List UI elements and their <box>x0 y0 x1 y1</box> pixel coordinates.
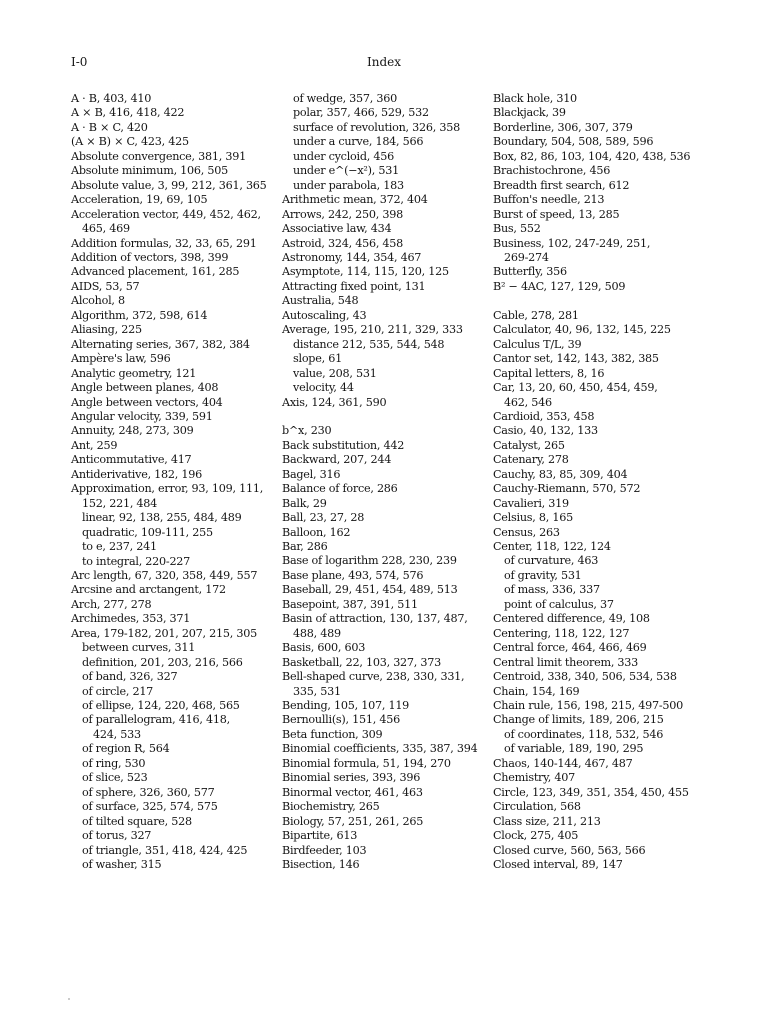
index-entry: Bisection, 146 <box>282 858 360 871</box>
index-subentry: to e, 237, 241 <box>82 540 157 554</box>
index-subentry: 462, 546 <box>504 395 552 409</box>
index-subentry: between curves, 311 <box>82 641 196 655</box>
index-entry: Binomial coefficients, 335, 387, 394 <box>282 742 478 756</box>
index-subentry: polar, 357, 466, 529, 532 <box>293 106 429 120</box>
index-entry: Butterfly, 356 <box>493 265 567 279</box>
index-entry: Acceleration vector, 449, 452, 462, <box>71 207 261 221</box>
index-entry: Basin of attraction, 130, 137, 487, <box>282 612 468 626</box>
index-subentry: of wedge, 357, 360 <box>293 92 398 105</box>
index-entry: Area, 179-182, 201, 207, 215, 305 <box>71 626 257 640</box>
index-subentry: of sphere, 326, 360, 577 <box>82 785 215 799</box>
index-entry: b^x, 230 <box>282 424 332 438</box>
index-subentry: of coordinates, 118, 532, 546 <box>504 727 664 741</box>
index-entry: Bagel, 316 <box>282 467 341 481</box>
index-entry: Angle between planes, 408 <box>71 381 219 395</box>
index-entry: Astroid, 324, 456, 458 <box>282 236 404 250</box>
index-entry: Closed interval, 89, 147 <box>493 858 623 871</box>
index-entry: Circulation, 568 <box>493 800 581 814</box>
index-entry: Axis, 124, 361, 590 <box>282 395 387 409</box>
index-entry: A · B × C, 420 <box>71 120 148 134</box>
index-entry: Algorithm, 372, 598, 614 <box>71 308 208 322</box>
index-entry: Back substitution, 442 <box>282 438 405 452</box>
index-entry: Basketball, 22, 103, 327, 373 <box>282 655 442 669</box>
section-gap <box>282 410 482 424</box>
index-entry: Catalyst, 265 <box>493 438 565 452</box>
index-subentry: of mass, 336, 337 <box>504 583 600 597</box>
index-entry: Capital letters, 8, 16 <box>493 366 605 380</box>
index-entry: Bus, 552 <box>493 222 541 236</box>
index-subentry: of circle, 217 <box>82 684 154 698</box>
index-entry: Clock, 275, 405 <box>493 829 579 843</box>
index-entry: Angular velocity, 339, 591 <box>71 409 213 423</box>
index-entry: Cardioid, 353, 458 <box>493 409 595 423</box>
index-entry: Burst of speed, 13, 285 <box>493 207 620 221</box>
index-column-2 <box>282 92 482 872</box>
index-entry: Ant, 259 <box>71 438 118 452</box>
index-entry: Breadth first search, 612 <box>493 178 630 192</box>
index-entry: Backward, 207, 244 <box>282 453 392 467</box>
index-entry: Cavalieri, 319 <box>493 496 569 510</box>
index-entry: Calculator, 40, 96, 132, 145, 225 <box>493 323 671 337</box>
index-entry: Casio, 40, 132, 133 <box>493 424 598 438</box>
index-entry: Cauchy, 83, 85, 309, 404 <box>493 467 628 481</box>
index-entry: Business, 102, 247-249, 251, <box>493 236 651 250</box>
index-entry: Balance of force, 286 <box>282 482 398 496</box>
index-entry: A × B, 416, 418, 422 <box>71 106 185 120</box>
index-entry: Absolute value, 3, 99, 212, 361, 365 <box>71 178 267 192</box>
index-entry: Ball, 23, 27, 28 <box>282 511 365 525</box>
index-entry: Arch, 277, 278 <box>71 597 152 611</box>
page-number: I-0 <box>71 55 88 69</box>
index-subentry: surface of revolution, 326, 358 <box>293 120 460 134</box>
index-subentry: 465, 469 <box>82 222 130 236</box>
index-entry: Brachistochrone, 456 <box>493 164 611 178</box>
index-entry: Cable, 278, 281 <box>493 308 579 322</box>
index-subentry: of ellipse, 124, 220, 468, 565 <box>82 699 240 713</box>
index-subentry: slope, 61 <box>293 352 342 366</box>
index-entry: Central limit theorem, 333 <box>493 655 639 669</box>
index-entry: Asymptote, 114, 115, 120, 125 <box>282 265 449 279</box>
index-entry: Attracting fixed point, 131 <box>282 279 426 293</box>
index-entry: Centroid, 338, 340, 506, 534, 538 <box>493 670 677 684</box>
index-subentry: quadratic, 109-111, 255 <box>82 525 213 539</box>
index-entry: Cauchy-Riemann, 570, 572 <box>493 482 641 496</box>
index-entry: Bending, 105, 107, 119 <box>282 699 410 713</box>
index-entry: Biochemistry, 265 <box>282 800 380 814</box>
index-subentry: of curvature, 463 <box>504 554 599 568</box>
index-entry: Archimedes, 353, 371 <box>71 612 191 626</box>
index-entry: Catenary, 278 <box>493 453 569 467</box>
index-entry: Blackjack, 39 <box>493 106 566 120</box>
index-entry: A · B, 403, 410 <box>71 92 152 105</box>
index-subentry: of tilted square, 528 <box>82 814 192 828</box>
index-column-1 <box>71 92 271 872</box>
index-entry: AIDS, 53, 57 <box>71 279 140 293</box>
index-entry: Base of logarithm 228, 230, 239 <box>282 554 457 568</box>
index-subentry: of variable, 189, 190, 295 <box>504 742 644 756</box>
index-subentry: under parabola, 183 <box>293 178 404 192</box>
index-subentry: linear, 92, 138, 255, 484, 489 <box>82 511 242 525</box>
index-entry: Box, 82, 86, 103, 104, 420, 438, 536 <box>493 149 691 163</box>
index-entry: Basis, 600, 603 <box>282 641 366 655</box>
index-entry: Alcohol, 8 <box>71 294 125 308</box>
index-entry: Base plane, 493, 574, 576 <box>282 568 424 582</box>
index-entry: Arithmetic mean, 372, 404 <box>282 193 428 207</box>
index-subentry: of ring, 530 <box>82 756 146 770</box>
index-entry: Binomial series, 393, 396 <box>282 771 421 785</box>
index-entry: Centering, 118, 122, 127 <box>493 626 630 640</box>
index-subentry: 269-274 <box>504 250 549 264</box>
index-subentry: 488, 489 <box>293 626 341 640</box>
index-entry: Cantor set, 142, 143, 382, 385 <box>493 352 659 366</box>
index-entry: Circle, 123, 349, 351, 354, 450, 455 <box>493 785 689 799</box>
index-subentry: of washer, 315 <box>82 858 162 872</box>
index-entry: Class size, 211, 213 <box>493 814 601 828</box>
index-entry: Census, 263 <box>493 525 560 539</box>
index-subentry: 424, 533 <box>93 727 141 741</box>
index-subentry: 152, 221, 484 <box>82 496 158 510</box>
index-entry: Basepoint, 387, 391, 511 <box>282 597 418 611</box>
index-subentry: definition, 201, 203, 216, 566 <box>82 655 243 669</box>
index-entry: Closed curve, 560, 563, 566 <box>493 843 646 857</box>
index-subentry: of surface, 325, 574, 575 <box>82 800 218 814</box>
index-entry: Alternating series, 367, 382, 384 <box>71 337 250 351</box>
index-entry: Ampère's law, 596 <box>71 352 171 366</box>
index-subentry: under e^(−x²), 531 <box>293 164 399 178</box>
index-subentry: value, 208, 531 <box>293 366 377 380</box>
index-entry: Black hole, 310 <box>493 92 577 105</box>
index-entry: Borderline, 306, 307, 379 <box>493 120 633 134</box>
index-entry: Balk, 29 <box>282 496 327 510</box>
index-entry: Annuity, 248, 273, 309 <box>71 424 194 438</box>
index-entry: Bernoulli(s), 151, 456 <box>282 713 400 727</box>
index-entry: Antiderivative, 182, 196 <box>71 467 203 481</box>
index-entry: Associative law, 434 <box>282 222 392 236</box>
index-entry: Arrows, 242, 250, 398 <box>282 207 403 221</box>
index-entry: Approximation, error, 93, 109, 111, <box>71 482 264 496</box>
index-entry: Addition of vectors, 398, 399 <box>71 250 229 264</box>
index-entry: Anticommutative, 417 <box>71 453 192 467</box>
index-entry: Astronomy, 144, 354, 467 <box>282 250 422 264</box>
index-subentry: of band, 326, 327 <box>82 670 178 684</box>
index-subentry: of torus, 327 <box>82 829 152 843</box>
index-subentry: to integral, 220-227 <box>82 554 191 568</box>
index-subentry: of slice, 523 <box>82 771 148 785</box>
index-subentry: under cycloid, 456 <box>293 149 394 163</box>
index-entry: (A × B) × C, 423, 425 <box>71 135 189 149</box>
index-entry: Binormal vector, 461, 463 <box>282 785 423 799</box>
index-entry: Beta function, 309 <box>282 727 383 741</box>
index-entry: Car, 13, 20, 60, 450, 454, 459, <box>493 381 658 395</box>
index-entry: Chain rule, 156, 198, 215, 497-500 <box>493 699 684 713</box>
index-entry: Advanced placement, 161, 285 <box>71 265 240 279</box>
index-entry: Aliasing, 225 <box>71 323 142 337</box>
index-entry: Analytic geometry, 121 <box>71 366 197 380</box>
index-subentry: 335, 531 <box>293 684 341 698</box>
index-entry: Chaos, 140-144, 467, 487 <box>493 756 633 770</box>
index-entry: Bar, 286 <box>282 540 328 554</box>
index-entry: Buffon's needle, 213 <box>493 193 605 207</box>
index-entry: Angle between vectors, 404 <box>71 395 223 409</box>
index-entry: Change of limits, 189, 206, 215 <box>493 713 664 727</box>
index-entry: Birdfeeder, 103 <box>282 843 367 857</box>
index-entry: Average, 195, 210, 211, 329, 333 <box>282 323 463 337</box>
index-entry: Autoscaling, 43 <box>282 308 367 322</box>
index-entry: Bell-shaped curve, 238, 330, 331, <box>282 670 465 684</box>
index-subentry: of gravity, 531 <box>504 568 582 582</box>
index-subentry: distance 212, 535, 544, 548 <box>293 337 445 351</box>
index-entry: Centered difference, 49, 108 <box>493 612 650 626</box>
index-subentry: under a curve, 184, 566 <box>293 135 424 149</box>
index-subentry: of parallelogram, 416, 418, <box>82 713 230 727</box>
index-subentry: of region R, 564 <box>82 742 170 756</box>
index-entry: Chain, 154, 169 <box>493 684 580 698</box>
index-entry: Australia, 548 <box>282 294 359 308</box>
index-entry: Boundary, 504, 508, 589, 596 <box>493 135 654 149</box>
index-entry: Absolute minimum, 106, 505 <box>71 164 228 178</box>
index-entry: Calculus T/L, 39 <box>493 337 582 351</box>
page-title: Index <box>366 55 402 69</box>
scan-speck <box>68 998 70 1000</box>
index-entry: Balloon, 162 <box>282 525 351 539</box>
index-entry: Baseball, 29, 451, 454, 489, 513 <box>282 583 458 597</box>
index-entry: Addition formulas, 32, 33, 65, 291 <box>71 236 257 250</box>
index-entry: Celsius, 8, 165 <box>493 511 573 525</box>
index-entry: Arc length, 67, 320, 358, 449, 557 <box>71 568 258 582</box>
index-subentry: of triangle, 351, 418, 424, 425 <box>82 843 248 857</box>
index-column-3 <box>493 92 693 872</box>
index-entry: Central force, 464, 466, 469 <box>493 641 647 655</box>
page-header <box>0 55 768 71</box>
index-entry: B² − 4AC, 127, 129, 509 <box>493 279 626 293</box>
index-entry: Binomial formula, 51, 194, 270 <box>282 756 451 770</box>
index-entry: Chemistry, 407 <box>493 771 575 785</box>
index-entry: Acceleration, 19, 69, 105 <box>71 193 208 207</box>
index-subentry: point of calculus, 37 <box>504 597 614 611</box>
index-entry: Bipartite, 613 <box>282 829 358 843</box>
index-entry: Absolute convergence, 381, 391 <box>71 149 246 163</box>
index-entry: Arcsine and arctangent, 172 <box>71 583 226 597</box>
index-entry: Center, 118, 122, 124 <box>493 540 611 554</box>
section-gap <box>493 294 693 308</box>
index-entry: Biology, 57, 251, 261, 265 <box>282 814 424 828</box>
index-subentry: velocity, 44 <box>293 381 354 395</box>
